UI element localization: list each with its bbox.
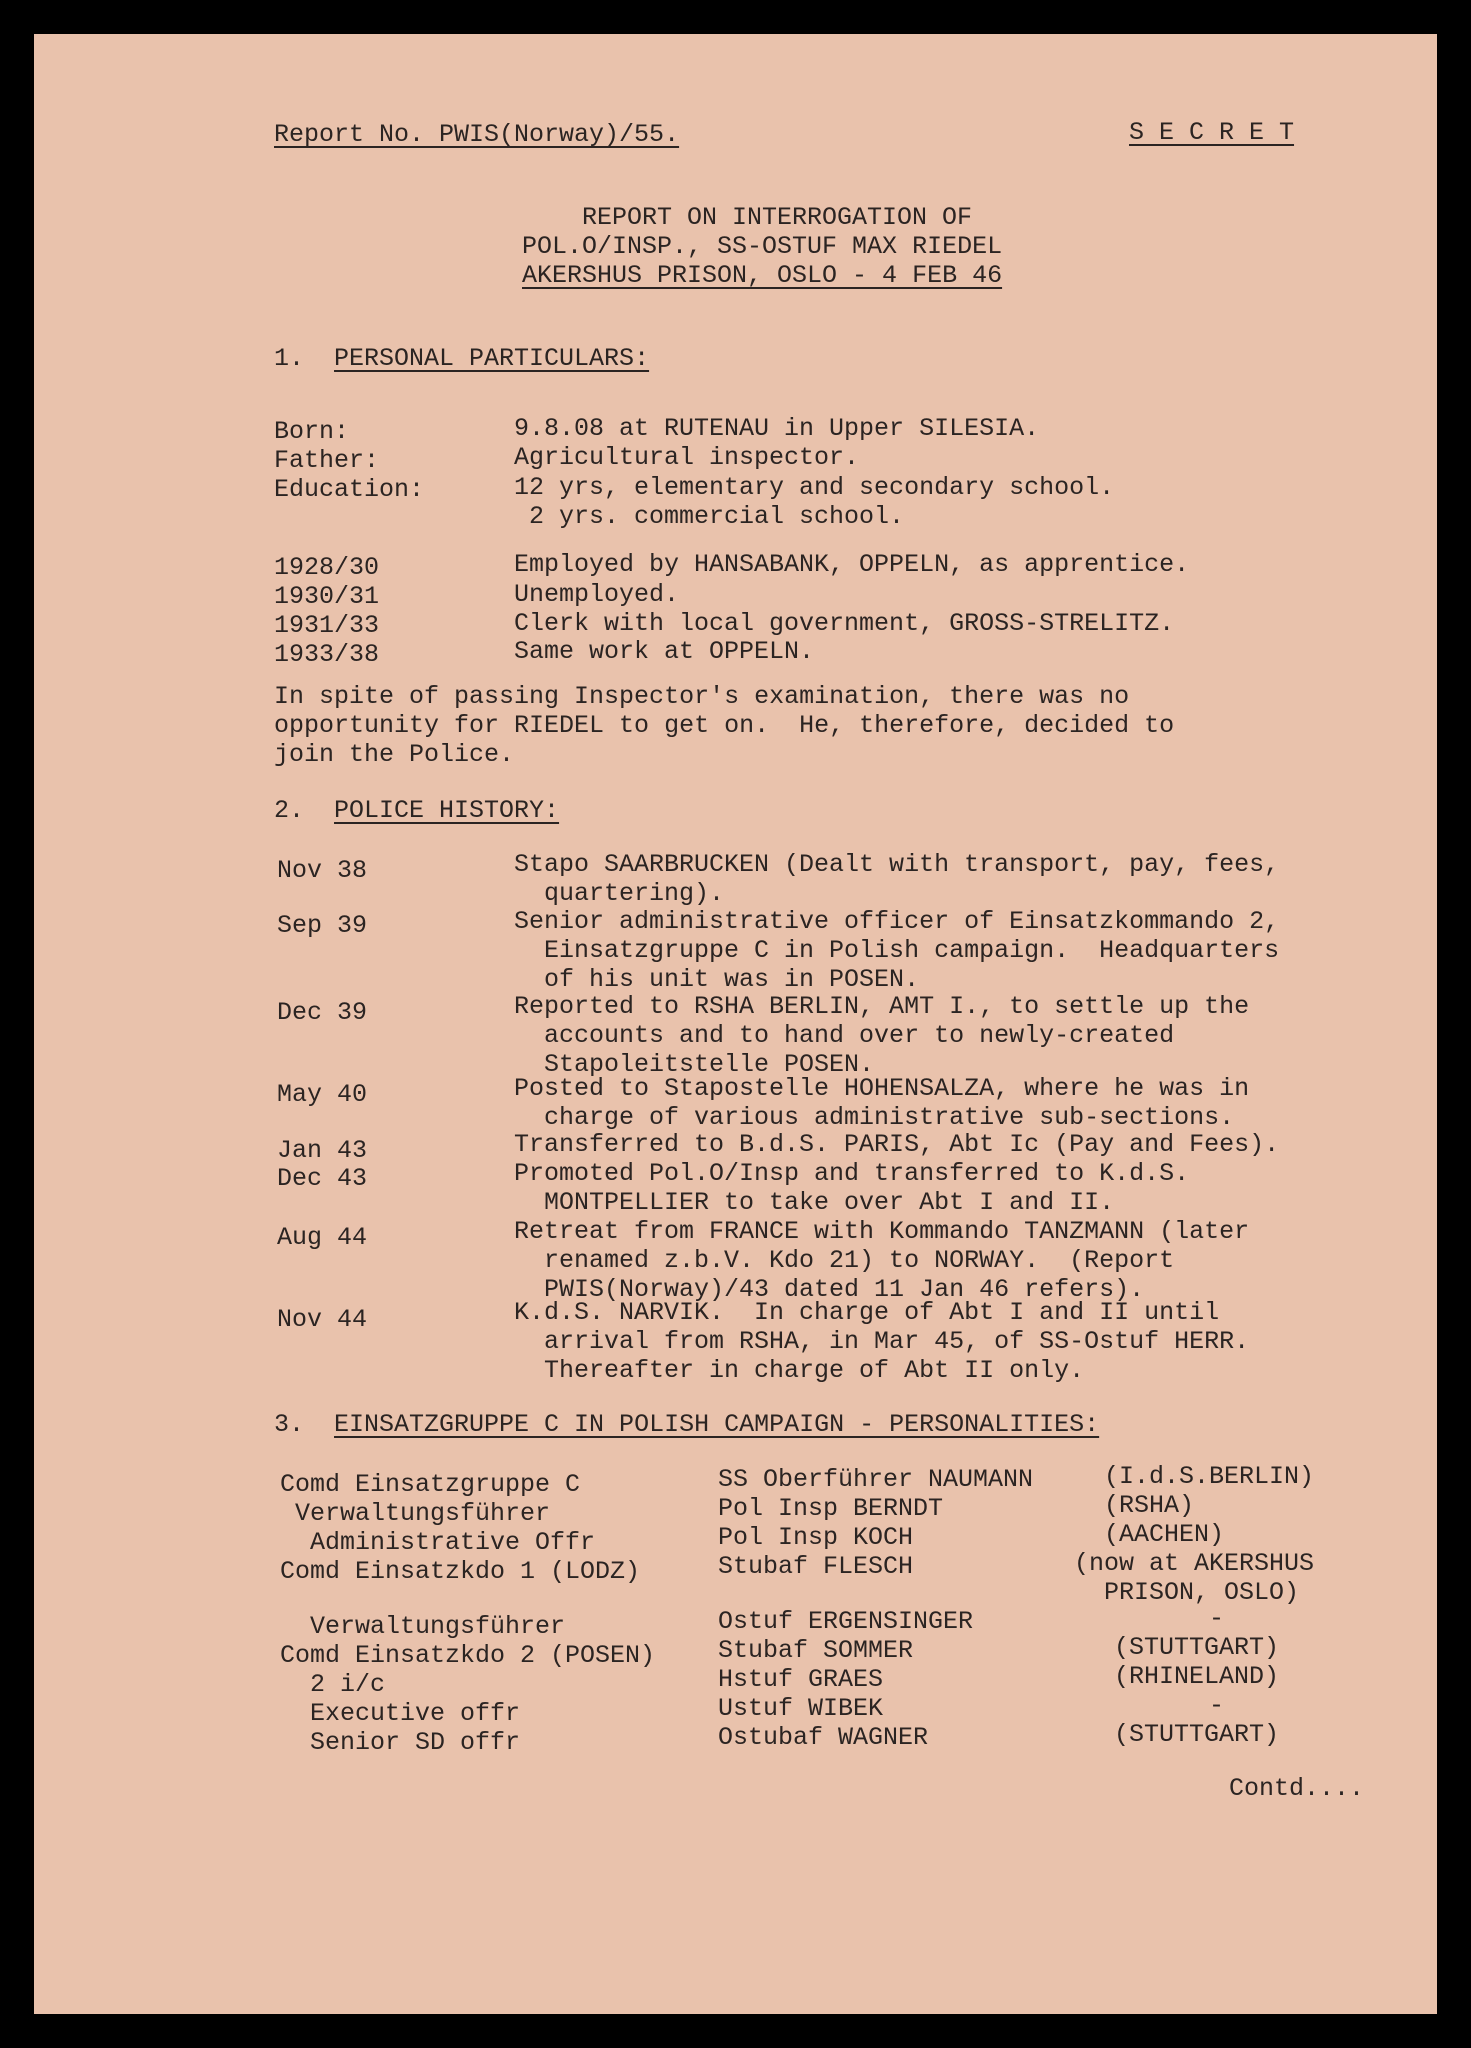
history-line: Retreat from FRANCE with Kommando TANZMANN (later bbox=[514, 1217, 1250, 1246]
history-date: Jan 43 bbox=[277, 1136, 368, 1165]
personality-name: Ustuf WIBEK bbox=[718, 1694, 884, 1723]
history-date: Nov 44 bbox=[277, 1305, 368, 1334]
history-line: quartering). bbox=[514, 879, 725, 908]
career-years: 1928/30 bbox=[274, 553, 380, 582]
particular-value: Agricultural inspector. bbox=[514, 443, 860, 472]
history-line: PWIS(Norway)/43 dated 11 Jan 46 refers). bbox=[514, 1275, 1145, 1304]
personality-name: Pol Insp BERNDT bbox=[718, 1494, 944, 1523]
continued-marker: Contd.... bbox=[1229, 1774, 1365, 1803]
history-line: of his unit was in POSEN. bbox=[514, 965, 920, 994]
personality-note: (STUTTGART) bbox=[1114, 1633, 1280, 1662]
career-text: Clerk with local government, GROSS-STRELITZ. bbox=[514, 609, 1175, 638]
career-years: 1931/33 bbox=[274, 611, 380, 640]
title-line-3: AKERSHUS PRISON, OSLO - 4 FEB 46 bbox=[522, 261, 1003, 290]
title-line-1: REPORT ON INTERROGATION OF bbox=[582, 203, 973, 232]
particular-value: 9.8.08 at RUTENAU in Upper SILESIA. bbox=[514, 414, 1040, 443]
paragraph-line: opportunity for RIEDEL to get on. He, therefore, decided to bbox=[274, 711, 1175, 740]
history-line: MONTPELLIER to take over Abt I and II. bbox=[514, 1188, 1115, 1217]
history-line: Posted to Stapostelle HOHENSALZA, where he was in bbox=[514, 1074, 1250, 1103]
personality-name: Ostubaf WAGNER bbox=[718, 1723, 929, 1752]
history-date: Nov 38 bbox=[277, 856, 368, 885]
personality-name: Hstuf GRAES bbox=[718, 1665, 884, 1694]
personality-position: Verwaltungsführer bbox=[280, 1499, 551, 1528]
career-years: 1933/38 bbox=[274, 640, 380, 669]
section-3-heading-text: EINSATZGRUPPE C IN POLISH CAMPAIGN - PERSONALITIES: bbox=[334, 1410, 1100, 1439]
history-line: accounts and to hand over to newly-created bbox=[514, 1021, 1175, 1050]
particular-label: Education: bbox=[274, 475, 425, 504]
particular-value: 2 yrs. commercial school. bbox=[514, 502, 905, 531]
personality-position: Executive offr bbox=[280, 1699, 521, 1728]
personality-name: Pol Insp KOCH bbox=[718, 1523, 914, 1552]
history-line: Senior administrative officer of Einsatzkommando 2, bbox=[514, 907, 1280, 936]
career-text: Unemployed. bbox=[514, 580, 680, 609]
section-1-heading-text: PERSONAL PARTICULARS: bbox=[334, 344, 650, 373]
personality-note: (I.d.S.BERLIN) bbox=[1104, 1462, 1315, 1491]
particular-label: Father: bbox=[274, 446, 380, 475]
history-line: Transferred to B.d.S. PARIS, Abt Ic (Pay and Fees). bbox=[514, 1130, 1280, 1159]
career-years: 1930/31 bbox=[274, 582, 380, 611]
personality-note: (RSHA) bbox=[1104, 1491, 1195, 1520]
history-line: K.d.S. NARVIK. In charge of Abt I and II until bbox=[514, 1298, 1220, 1327]
history-line: renamed z.b.V. Kdo 21) to NORWAY. (Report bbox=[514, 1246, 1175, 1275]
section-1-heading: 1. PERSONAL PARTICULARS: bbox=[274, 344, 650, 373]
history-line: Reported to RSHA BERLIN, AMT I., to settle up the bbox=[514, 992, 1250, 1021]
personality-position: Verwaltungsführer bbox=[280, 1612, 566, 1641]
history-date: Dec 39 bbox=[277, 998, 368, 1027]
career-text: Employed by HANSABANK, OPPELN, as apprentice. bbox=[514, 550, 1190, 579]
section-3-heading: 3. EINSATZGRUPPE C IN POLISH CAMPAIGN - PERSONALITIES: bbox=[274, 1410, 1100, 1439]
personality-name: Ostuf ERGENSINGER bbox=[718, 1607, 974, 1636]
classification-marking: S E C R E T bbox=[1129, 118, 1295, 147]
paragraph-line: In spite of passing Inspector's examination, there was no bbox=[274, 682, 1130, 711]
history-line: Stapo SAARBRUCKEN (Dealt with transport, pay, fees, bbox=[514, 850, 1280, 879]
personality-note: (now at AKERSHUS bbox=[1074, 1549, 1315, 1578]
history-line: Einsatzgruppe C in Polish campaign. Headquarters bbox=[514, 936, 1280, 965]
personality-name: Stubaf FLESCH bbox=[718, 1552, 914, 1581]
personality-note: (AACHEN) bbox=[1104, 1520, 1225, 1549]
history-line: Stapoleitstelle POSEN. bbox=[514, 1050, 875, 1079]
paragraph-line: join the Police. bbox=[274, 740, 515, 769]
personality-note: - bbox=[1209, 1604, 1225, 1633]
history-line: Promoted Pol.O/Insp and transferred to K.d.S. bbox=[514, 1159, 1190, 1188]
personality-note: (STUTTGART) bbox=[1114, 1720, 1280, 1749]
report-number: Report No. PWIS(Norway)/55. bbox=[274, 120, 680, 149]
personality-name: SS Oberführer NAUMANN bbox=[718, 1465, 1034, 1494]
personality-position: Comd Einsatzkdo 2 (POSEN) bbox=[280, 1641, 656, 1670]
particular-label: Born: bbox=[274, 417, 350, 446]
history-date: May 40 bbox=[277, 1080, 368, 1109]
personality-position: Comd Einsatzkdo 1 (LODZ) bbox=[280, 1557, 641, 1586]
history-line: charge of various administrative sub-sections. bbox=[514, 1103, 1235, 1132]
history-date: Aug 44 bbox=[277, 1223, 368, 1252]
personality-note: (RHINELAND) bbox=[1114, 1662, 1280, 1691]
title-line-2: POL.O/INSP., SS-OSTUF MAX RIEDEL bbox=[522, 232, 1003, 261]
personality-position: Comd Einsatzgruppe C bbox=[280, 1470, 581, 1499]
particular-value: 12 yrs, elementary and secondary school. bbox=[514, 473, 1115, 502]
history-line: Thereafter in charge of Abt II only. bbox=[514, 1356, 1085, 1385]
history-date: Dec 43 bbox=[277, 1164, 368, 1193]
section-2-heading: 2. POLICE HISTORY: bbox=[274, 796, 560, 825]
personality-note: PRISON, OSLO) bbox=[1074, 1578, 1300, 1607]
personality-position: Administrative Offr bbox=[280, 1528, 596, 1557]
history-date: Sep 39 bbox=[277, 911, 368, 940]
section-2-heading-text: POLICE HISTORY: bbox=[334, 796, 560, 825]
document-page bbox=[34, 34, 1437, 2014]
career-text: Same work at OPPELN. bbox=[514, 637, 815, 666]
personality-note: - bbox=[1209, 1691, 1225, 1720]
history-line: arrival from RSHA, in Mar 45, of SS-Ostuf HERR. bbox=[514, 1327, 1250, 1356]
personality-position: 2 i/c bbox=[280, 1670, 386, 1699]
personality-name: Stubaf SOMMER bbox=[718, 1636, 914, 1665]
personality-position: Senior SD offr bbox=[280, 1728, 521, 1757]
